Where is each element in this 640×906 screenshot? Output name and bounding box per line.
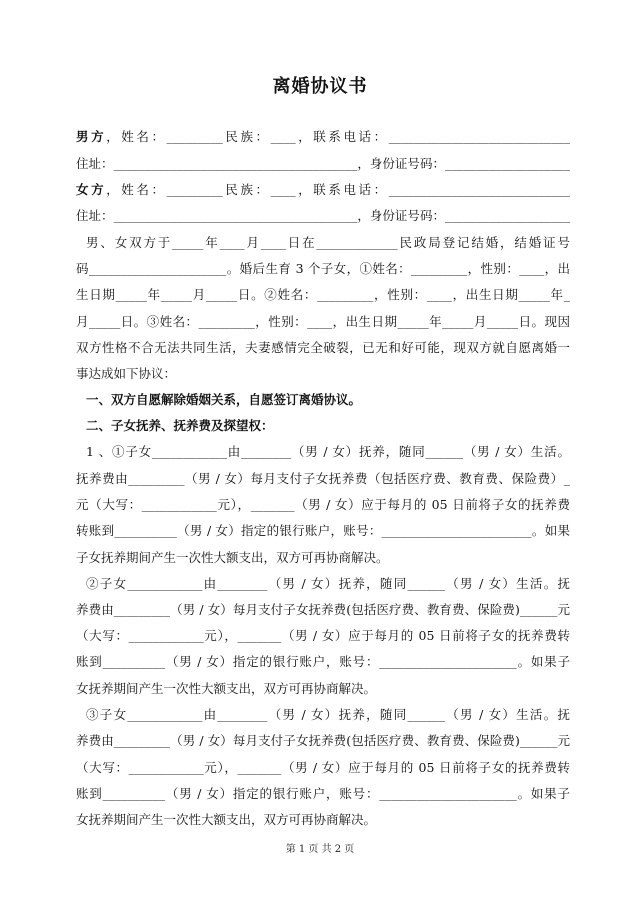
child-3-line: 女抚养期间产生一次性大额支出，双方可再协商解决。 xyxy=(76,812,377,827)
section-heading-1: 一、双方自愿解除婚姻关系，自愿签订离婚协议。 xyxy=(86,392,362,407)
line-text: ，姓名：_________民族：____，联系电话：_____________________________ xyxy=(106,129,570,144)
child-3-line: 账到__________（男 / 女）指定的银行账户，账号：______________________。如果子 xyxy=(76,786,570,801)
party-female-line xyxy=(76,178,570,202)
page-footer: 第 1 页 共 2 页 xyxy=(285,844,355,855)
address-female-line: 住址：_______________________________________，身份证号码：____________________ xyxy=(76,208,570,223)
child-1-line: 元（大写：____________元），_______（男 / 女）应于每月的 05 日前将子女的抚养费 xyxy=(76,497,570,512)
child-2-line: （大写：____________元），_______（男 / 女）应于每月的 05 日前将子女的抚养费转 xyxy=(76,628,570,643)
child-3-line: 养费由_________（男 / 女）每月支付子女抚养费(包括医疗费、教育费、保险费)______元 xyxy=(76,733,570,748)
party-male-label: 男方 xyxy=(76,129,107,144)
child-1-line: 抚养费由_________（男 / 女）每月支付子女抚养费（包括医疗费、教育费、保险费）_ xyxy=(76,471,570,486)
document-title: 离婚协议书 xyxy=(272,76,368,97)
child-2-line: 女抚养期间产生一次性大额支出，双方可再协商解决。 xyxy=(76,681,377,696)
party-male-line xyxy=(76,125,570,149)
paragraph-line: 事达成如下协议： xyxy=(76,366,177,381)
paragraph-line: 男、女双方于_____年____月____日在_____________民政局登记结婚，结婚证号 xyxy=(86,235,570,250)
paragraph-line: 月_____日。③姓名：_________，性别：____，出生日期_____年_____月_____日。现因 xyxy=(76,314,570,329)
child-1-line: 转账到__________（男 / 女）指定的银行账户，账号：________________________。如果 xyxy=(76,523,570,538)
child-1-line: 1 、①子女____________由________（男 / 女）抚养，随同______（男 / 女）生活。 xyxy=(86,444,570,459)
section-heading-2: 二、子女抚养、抚养费及探望权： xyxy=(86,418,274,433)
paragraph-line: 双方性格不合无法共同生活，夫妻感情完全破裂，已无和好可能，现双方就自愿离婚一 xyxy=(76,340,570,355)
paragraph-line: 生日期_____年_____月_____日。②姓名：_________，性别：____，出生日期_____年_ xyxy=(76,287,570,302)
address-male-line: 住址：_______________________________________，身份证号码：____________________ xyxy=(76,156,570,171)
party-female-label: 女方 xyxy=(76,182,107,197)
child-2-line: ②子女____________由________（男 / 女）抚养，随同______（男 / 女）生活。抚 xyxy=(86,576,570,591)
child-1-line: 子女抚养期间产生一次性大额支出，双方可再协商解决。 xyxy=(76,550,389,565)
line-text: ，姓名：_________民族：____，联系电话：_____________________________ xyxy=(106,182,570,197)
child-3-line: ③子女____________由________（男 / 女）抚养，随同______（男 / 女）生活。抚 xyxy=(86,707,570,722)
child-3-line: （大写：____________元），_______（男 / 女）应于每月的 05 日前将子女的抚养费转 xyxy=(76,760,570,775)
child-2-line: 养费由_________（男 / 女）每月支付子女抚养费(包括医疗费、教育费、保险费)______元 xyxy=(76,602,570,617)
paragraph-line: 码______________________。婚后生育 3 个子女，①姓名：_________，性别：____，出 xyxy=(76,261,570,276)
child-2-line: 账到__________（男 / 女）指定的银行账户，账号：______________________。如果子 xyxy=(76,654,570,669)
